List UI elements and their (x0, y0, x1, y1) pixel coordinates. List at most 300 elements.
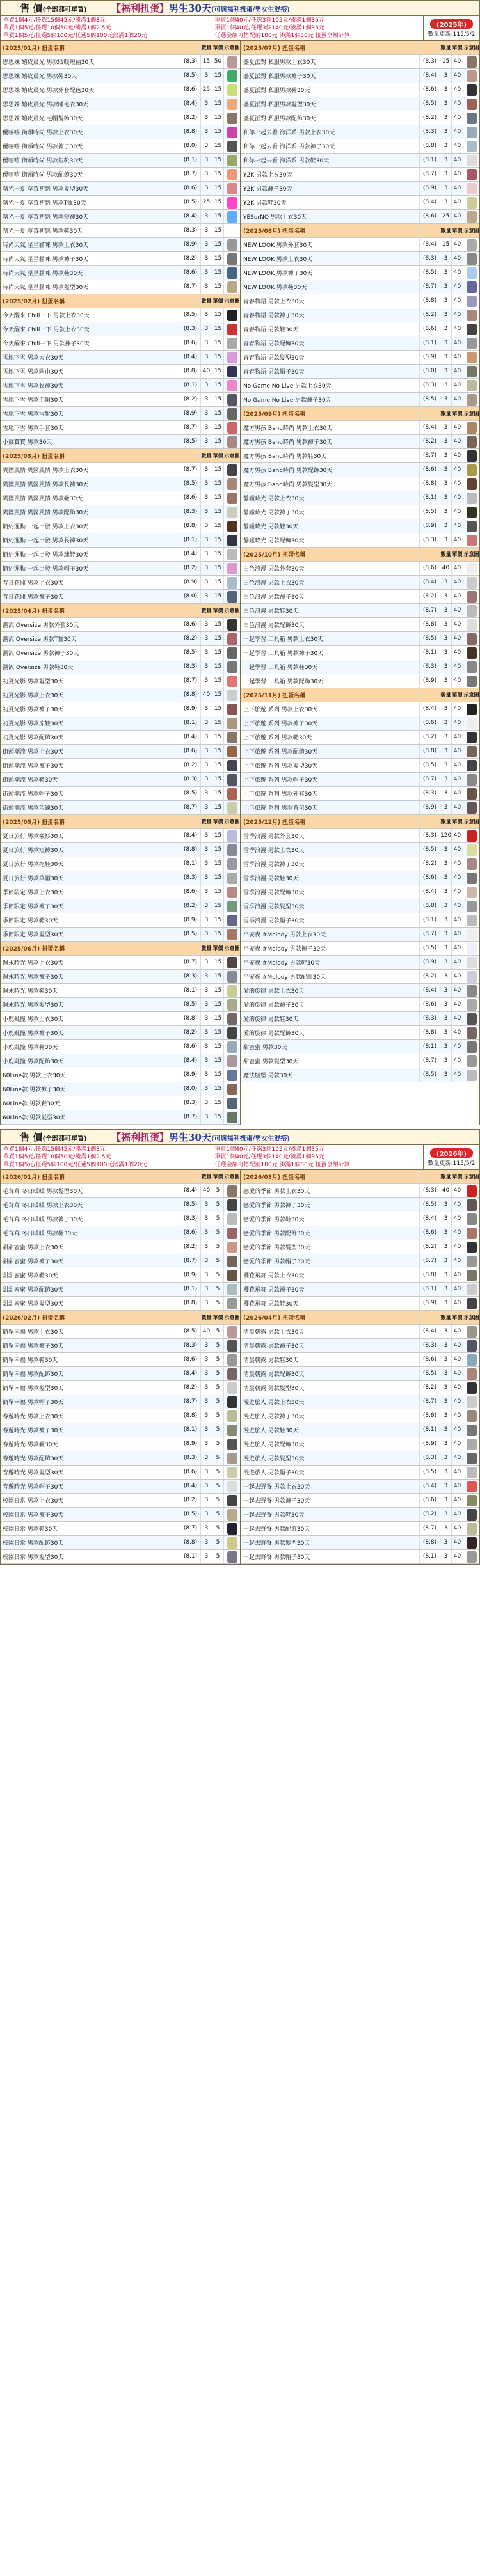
item-name: 思思妹 嬉皮晨光 男款外套配色30天 (3, 88, 95, 94)
table-row[interactable] (1, 885, 240, 899)
table-row[interactable] (241, 266, 479, 280)
col-unit-header: 單價 (451, 688, 463, 702)
table-row[interactable] (1, 576, 240, 590)
table-row[interactable] (241, 660, 479, 674)
table-row[interactable] (1, 688, 240, 702)
item-qty: 3 (440, 1480, 451, 1493)
item-code: (8.5) (419, 632, 440, 645)
item-thumbnail (463, 365, 479, 378)
item-thumbnail (223, 618, 240, 631)
item-thumbnail (223, 970, 240, 983)
table-row[interactable] (1, 336, 240, 351)
item-thumbnail (223, 1226, 240, 1240)
item-name: 上下旅遊 系列 男款外套30天 (243, 791, 318, 798)
table-row[interactable] (1, 1339, 240, 1353)
table-row[interactable] (241, 463, 479, 477)
table-row[interactable] (241, 393, 479, 407)
table-row[interactable] (1, 1508, 240, 1522)
table-row[interactable] (1, 1012, 240, 1026)
table-row[interactable] (1, 505, 240, 519)
table-row[interactable] (241, 632, 479, 646)
table-row[interactable] (1, 1536, 240, 1550)
item-price: 40 (451, 716, 463, 730)
table-row[interactable] (1, 548, 240, 562)
item-qty: 3 (200, 1240, 212, 1254)
table-row[interactable] (1, 731, 240, 745)
table-row[interactable] (1, 393, 240, 407)
table-row[interactable] (241, 731, 479, 745)
table-row[interactable] (241, 759, 479, 773)
item-price: 40 (451, 604, 463, 617)
table-row[interactable] (1, 351, 240, 365)
table-row[interactable] (1, 519, 240, 533)
table-row[interactable] (1, 322, 240, 336)
table-row[interactable] (241, 1026, 479, 1040)
table-row[interactable] (241, 477, 479, 491)
table-row[interactable] (1, 745, 240, 759)
table-row[interactable] (241, 942, 479, 956)
table-row[interactable] (241, 182, 479, 196)
table-row[interactable] (241, 252, 479, 266)
col-unit-header: 單價 (451, 1170, 463, 1183)
table-row[interactable] (1, 1212, 240, 1226)
item-name: 一起學習 工具箱 男款上衣30天 (243, 636, 324, 643)
item-code: (8.5) (180, 196, 200, 209)
table-row[interactable] (1, 1268, 240, 1283)
item-price: 40 (451, 913, 463, 927)
table-row[interactable] (1, 1040, 240, 1054)
table-row[interactable] (241, 899, 479, 913)
table-row[interactable] (1, 928, 240, 942)
table-row[interactable] (1, 801, 240, 815)
table-row[interactable] (1, 984, 240, 998)
item-price: 15 (212, 69, 223, 83)
table-row[interactable] (241, 449, 479, 463)
table-row[interactable] (241, 83, 479, 97)
table-row[interactable] (1, 97, 240, 111)
item-code: (8.2) (419, 111, 440, 125)
item-price: 5 (212, 1367, 223, 1380)
item-qty: 3 (200, 224, 212, 237)
table-row[interactable] (1, 55, 240, 69)
table-row[interactable] (241, 1536, 479, 1550)
item-image-icon (467, 1509, 477, 1521)
item-name: 戀愛的季節 男款髮型30天 (243, 1245, 310, 1251)
item-price: 40 (451, 196, 463, 209)
item-code: (8.4) (419, 196, 440, 209)
table-row[interactable] (241, 533, 479, 548)
table-row[interactable] (241, 745, 479, 759)
table-row[interactable] (1, 1550, 240, 1564)
item-image-icon (467, 1368, 477, 1380)
table-row[interactable] (241, 604, 479, 618)
item-name: 毛茸茸 冬日暖暖 男款髮型30天 (3, 1189, 83, 1195)
table-row[interactable] (1, 970, 240, 984)
table-row[interactable] (241, 336, 479, 351)
table-row[interactable] (1, 491, 240, 505)
item-image-icon (227, 211, 237, 223)
table-row[interactable] (241, 1283, 479, 1297)
table-row[interactable] (241, 111, 479, 125)
table-row[interactable] (1, 759, 240, 773)
table-row[interactable] (1, 1254, 240, 1268)
item-code: (8.7) (419, 773, 440, 786)
table-row[interactable] (241, 590, 479, 604)
table-row[interactable] (241, 1254, 479, 1268)
table-row[interactable] (1, 1381, 240, 1395)
item-name: 毛茸茸 冬日暖暖 男款上衣30天 (3, 1203, 83, 1209)
item-price: 15 (212, 322, 223, 336)
table-row[interactable] (1, 224, 240, 238)
table-row[interactable] (1, 1395, 240, 1409)
table-row[interactable] (1, 1054, 240, 1068)
table-row[interactable] (1, 308, 240, 322)
table-row[interactable] (1, 1466, 240, 1480)
table-row[interactable] (1, 913, 240, 928)
table-row[interactable] (1, 1297, 240, 1311)
table-row[interactable] (241, 1353, 479, 1367)
table-row[interactable] (1, 1198, 240, 1212)
item-thumbnail (463, 1480, 479, 1493)
item-name: 甜甜蜜蜜 男款鞋30天 (3, 1273, 58, 1279)
table-row[interactable] (1, 421, 240, 435)
table-row[interactable] (241, 885, 479, 899)
table-row[interactable] (1, 435, 240, 449)
table-row[interactable] (241, 1054, 479, 1068)
table-row[interactable] (241, 69, 479, 83)
table-row[interactable] (1, 1110, 240, 1125)
col-qty-header: 數量 (200, 1311, 212, 1324)
table-row[interactable] (1, 1226, 240, 1240)
table-row[interactable] (1, 477, 240, 491)
table-row[interactable] (1, 632, 240, 646)
item-grid (1, 41, 479, 1125)
table-row[interactable] (1, 660, 240, 674)
table-row[interactable] (241, 1508, 479, 1522)
table-row[interactable] (1, 716, 240, 731)
item-image-icon (227, 338, 237, 349)
table-row[interactable] (241, 55, 479, 69)
item-qty: 3 (440, 1012, 451, 1025)
item-name: 一起去野餐 男款配飾30天 (243, 1526, 310, 1533)
col-img-header: 示意圖 (463, 1311, 479, 1324)
table-row[interactable] (241, 646, 479, 660)
item-qty: 3 (440, 970, 451, 983)
table-row[interactable] (241, 1325, 479, 1339)
table-row[interactable] (1, 1451, 240, 1466)
table-row[interactable] (241, 1297, 479, 1311)
table-row[interactable] (1, 196, 240, 210)
item-image-icon (467, 943, 477, 954)
table-row[interactable] (1, 1082, 240, 1096)
item-name: 靜謐時光 男款褲子30天 (243, 510, 305, 516)
table-row[interactable] (1, 871, 240, 885)
table-row[interactable] (241, 1437, 479, 1451)
table-row[interactable] (1, 1283, 240, 1297)
table-row[interactable] (241, 1466, 479, 1480)
table-row[interactable] (1, 1409, 240, 1423)
item-image-icon (227, 183, 237, 194)
table-row[interactable] (1, 590, 240, 604)
year-box (423, 16, 479, 40)
table-row[interactable] (1, 125, 240, 139)
table-row[interactable] (1, 562, 240, 576)
table-row[interactable] (241, 519, 479, 533)
table-row[interactable] (1, 1068, 240, 1082)
table-row[interactable] (1, 1240, 240, 1254)
item-image-icon (467, 422, 477, 434)
item-qty: 3 (200, 885, 212, 899)
table-row[interactable] (1, 1184, 240, 1198)
table-row[interactable] (241, 1240, 479, 1254)
item-thumbnail (463, 1494, 479, 1507)
table-row[interactable] (1, 83, 240, 97)
table-row[interactable] (1, 956, 240, 970)
item-code: (8.6) (419, 998, 440, 1011)
table-row[interactable] (241, 97, 479, 111)
item-qty: 3 (440, 1451, 451, 1465)
item-qty: 3 (440, 125, 451, 139)
table-row[interactable] (241, 1268, 479, 1283)
table-row[interactable] (1, 266, 240, 280)
table-row[interactable] (1, 618, 240, 632)
table-row[interactable] (241, 196, 479, 210)
table-row[interactable] (1, 365, 240, 379)
item-image-icon (227, 647, 237, 659)
table-row[interactable] (1, 1096, 240, 1110)
table-row[interactable] (241, 1012, 479, 1026)
item-image-icon (467, 718, 477, 729)
table-row[interactable] (241, 716, 479, 731)
item-thumbnail (223, 1054, 240, 1068)
item-thumbnail (223, 1423, 240, 1437)
table-row[interactable] (241, 139, 479, 154)
item-image-icon (467, 1070, 477, 1081)
table-row[interactable] (241, 1480, 479, 1494)
table-row[interactable] (241, 1395, 479, 1409)
table-row[interactable] (241, 829, 479, 843)
table-row[interactable] (1, 1522, 240, 1536)
table-row[interactable] (241, 928, 479, 942)
item-image-icon (227, 1495, 237, 1506)
table-row[interactable] (241, 787, 479, 801)
item-name: 思思妹 嬉皮晨光 男款睡毛衣30天 (3, 102, 89, 108)
table-row[interactable] (1, 238, 240, 252)
item-price: 40 (451, 322, 463, 336)
table-row[interactable] (241, 843, 479, 857)
item-thumbnail (223, 1082, 240, 1096)
table-row[interactable] (241, 618, 479, 632)
item-price: 40 (451, 1550, 463, 1563)
table-row[interactable] (241, 365, 479, 379)
table-row[interactable] (1, 899, 240, 913)
item-image-icon (227, 760, 237, 771)
table-row[interactable] (241, 674, 479, 688)
table-row[interactable] (1, 139, 240, 154)
table-row[interactable] (241, 998, 479, 1012)
col-img-header: 示意圖 (223, 41, 240, 54)
table-row[interactable] (1, 702, 240, 716)
table-row[interactable] (241, 857, 479, 871)
table-row[interactable] (1, 463, 240, 477)
table-row[interactable] (241, 210, 479, 224)
item-price: 40 (451, 1254, 463, 1268)
table-row[interactable] (241, 1198, 479, 1212)
item-name: No Game No Live 男款上衣30天 (243, 383, 332, 390)
table-row[interactable] (241, 1367, 479, 1381)
table-row[interactable] (241, 308, 479, 322)
item-image-icon (227, 1481, 237, 1492)
item-thumbnail (223, 1012, 240, 1025)
item-price: 40 (451, 759, 463, 772)
table-row[interactable] (241, 1381, 479, 1395)
item-price: 40 (451, 477, 463, 491)
table-row[interactable] (1, 1423, 240, 1437)
item-code: (8.4) (180, 1480, 200, 1493)
table-row[interactable] (241, 1522, 479, 1536)
item-price: 15 (212, 562, 223, 575)
table-row[interactable] (241, 970, 479, 984)
table-row[interactable] (1, 857, 240, 871)
table-row[interactable] (1, 252, 240, 266)
table-row[interactable] (241, 1040, 479, 1054)
table-row[interactable] (241, 491, 479, 505)
item-code: (8.3) (180, 773, 200, 786)
table-row[interactable] (241, 1409, 479, 1423)
item-qty: 3 (200, 1522, 212, 1535)
table-row[interactable] (1, 1494, 240, 1508)
table-row[interactable] (1, 998, 240, 1012)
item-image-icon (227, 633, 237, 645)
item-qty: 3 (200, 998, 212, 1011)
table-row[interactable] (241, 1550, 479, 1564)
item-image-icon (227, 676, 237, 687)
table-row[interactable] (241, 773, 479, 787)
table-row[interactable] (1, 69, 240, 83)
table-row[interactable] (241, 984, 479, 998)
table-row[interactable] (241, 702, 479, 716)
group-header (1, 41, 240, 55)
item-qty: 3 (200, 463, 212, 477)
table-row[interactable] (241, 280, 479, 294)
table-row[interactable] (241, 322, 479, 336)
table-row[interactable] (1, 646, 240, 660)
table-row[interactable] (241, 956, 479, 970)
item-price: 15 (212, 1026, 223, 1039)
item-qty: 3 (200, 125, 212, 139)
item-qty: 3 (440, 336, 451, 350)
item-image-icon (467, 1382, 477, 1394)
item-thumbnail (223, 928, 240, 941)
item-qty: 3 (440, 491, 451, 505)
item-qty: 3 (440, 998, 451, 1011)
table-row[interactable] (1, 787, 240, 801)
table-row[interactable] (1, 773, 240, 787)
item-code: (8.9) (180, 1437, 200, 1451)
table-row[interactable] (241, 168, 479, 182)
item-price: 40 (451, 787, 463, 800)
table-row[interactable] (241, 562, 479, 576)
item-code: (8.6) (419, 871, 440, 885)
item-code: (8.1) (419, 1040, 440, 1054)
item-code: (8.2) (419, 435, 440, 448)
table-row[interactable] (1, 168, 240, 182)
item-qty: 3 (440, 885, 451, 899)
table-row[interactable] (241, 1339, 479, 1353)
item-thumbnail (223, 1198, 240, 1212)
table-row[interactable] (241, 1226, 479, 1240)
col-unit-header: 單價 (451, 224, 463, 237)
table-row[interactable] (241, 435, 479, 449)
table-row[interactable] (241, 379, 479, 393)
table-row[interactable] (1, 674, 240, 688)
table-row[interactable] (241, 1184, 479, 1198)
pricing-notes (1, 16, 479, 41)
table-row[interactable] (1, 407, 240, 421)
item-image-icon (467, 380, 477, 391)
table-row[interactable] (1, 1367, 240, 1381)
table-row[interactable] (241, 154, 479, 168)
table-row[interactable] (1, 1325, 240, 1339)
item-name: 魔方男孩 Bang時尚 男款配飾30天 (243, 468, 333, 474)
table-row[interactable] (241, 576, 479, 590)
item-name: 夏日旅行 男款草帽30天 (3, 876, 64, 882)
item-thumbnail (223, 1494, 240, 1507)
table-row[interactable] (1, 1353, 240, 1367)
table-row[interactable] (1, 533, 240, 548)
table-row[interactable] (241, 238, 479, 252)
item-image-icon (467, 1199, 477, 1211)
table-row[interactable] (1, 210, 240, 224)
item-name: 魔方男孩 Bang時尚 男款上衣30天 (243, 425, 333, 432)
table-row[interactable] (1, 1437, 240, 1451)
item-image-icon (227, 1213, 237, 1225)
item-price: 15 (212, 125, 223, 139)
item-name: 曙光一夏 草莓初戀 男款髮型30天 (3, 186, 89, 193)
table-row[interactable] (241, 913, 479, 928)
table-row[interactable] (241, 1212, 479, 1226)
item-price: 40 (451, 1381, 463, 1395)
table-row[interactable] (241, 1068, 479, 1082)
item-thumbnail (463, 604, 479, 617)
col-code-header (419, 548, 440, 561)
table-row[interactable] (1, 1480, 240, 1494)
table-row[interactable] (241, 1494, 479, 1508)
table-row[interactable] (1, 111, 240, 125)
table-row[interactable] (241, 351, 479, 365)
table-row[interactable] (241, 505, 479, 519)
table-row[interactable] (241, 871, 479, 885)
table-row[interactable] (1, 379, 240, 393)
table-row[interactable] (241, 1423, 479, 1437)
table-row[interactable] (241, 801, 479, 815)
table-row[interactable] (1, 154, 240, 168)
item-thumbnail (463, 885, 479, 899)
table-row[interactable] (1, 280, 240, 294)
table-row[interactable] (241, 421, 479, 435)
item-image-icon (227, 535, 237, 546)
item-price: 40 (451, 1068, 463, 1082)
table-row[interactable] (241, 125, 479, 139)
table-row[interactable] (1, 829, 240, 843)
table-row[interactable] (241, 1451, 479, 1466)
table-row[interactable] (1, 843, 240, 857)
table-row[interactable] (1, 1026, 240, 1040)
table-row[interactable] (241, 294, 479, 308)
item-code: (8.1) (419, 646, 440, 660)
table-row[interactable] (1, 182, 240, 196)
item-price: 15 (212, 787, 223, 800)
